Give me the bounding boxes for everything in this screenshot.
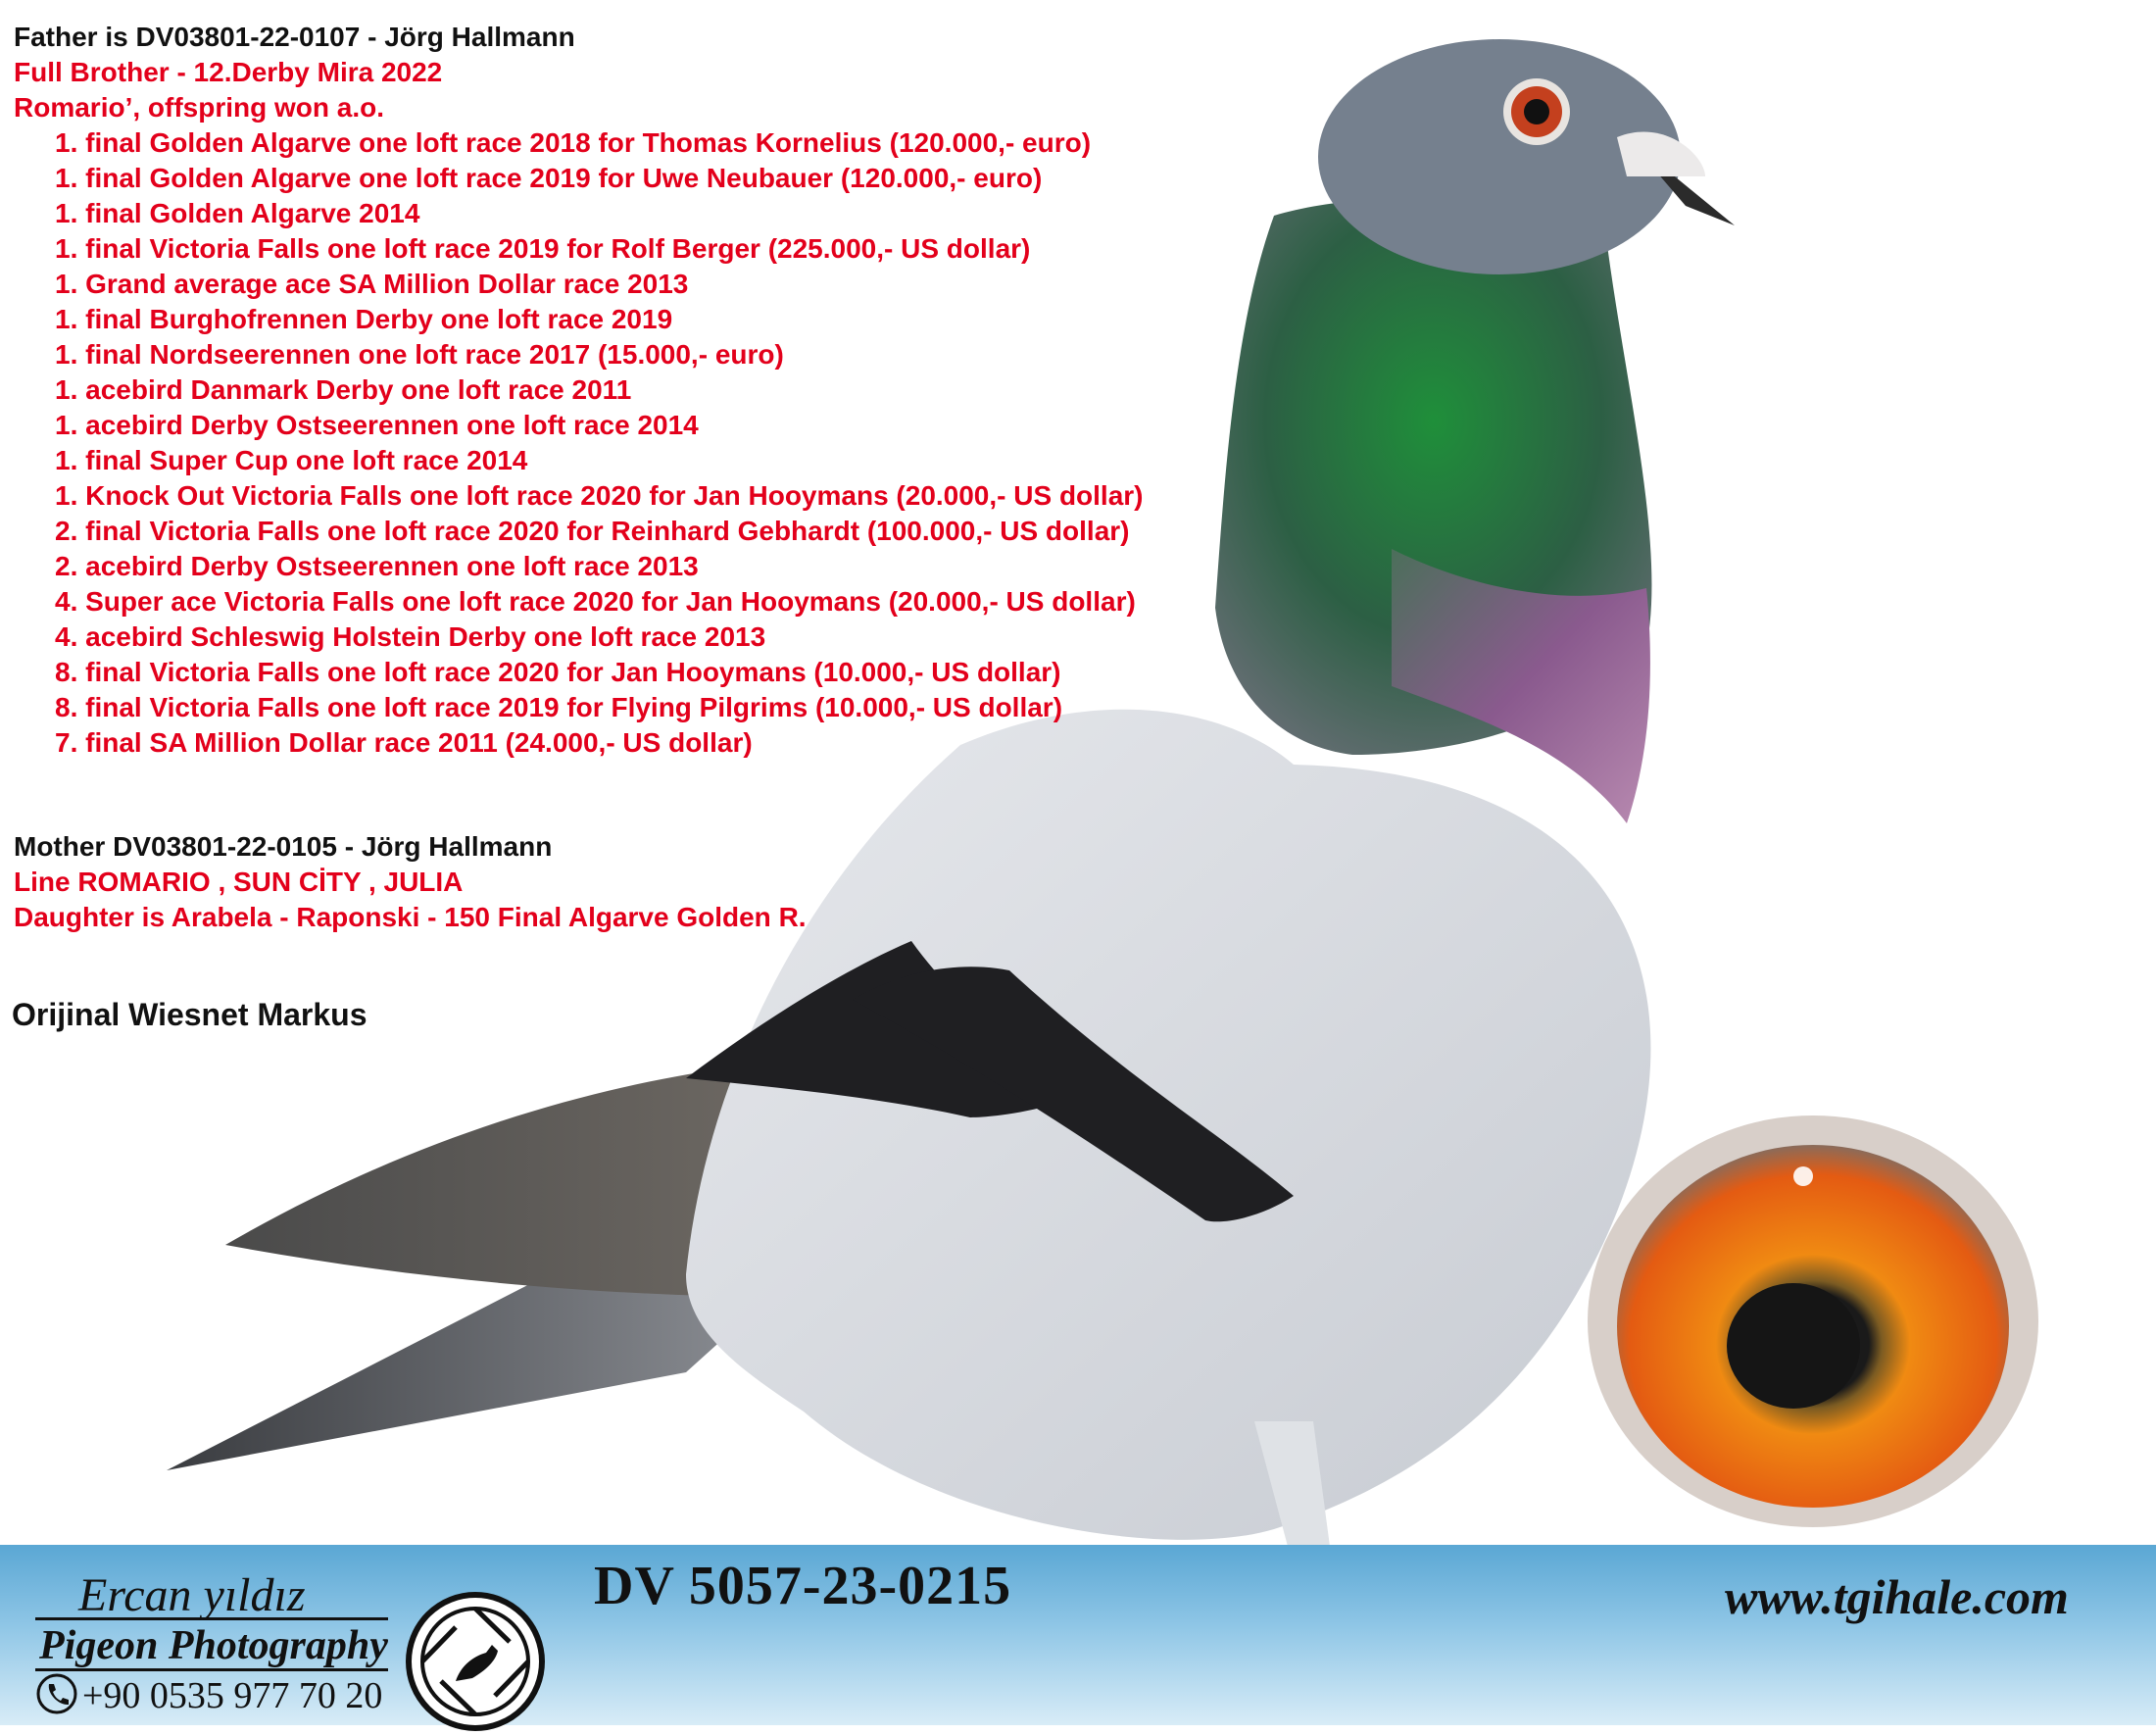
result-item: 2. final Victoria Falls one loft race 2020 for Reinhard Gebhardt (100.000,- US dollar) <box>55 516 1130 546</box>
signature-underline <box>35 1668 388 1671</box>
result-item: 1. final Nordseerennen one loft race 2017 (15.000,- euro) <box>55 339 784 370</box>
full-brother-line: Full Brother - 12.Derby Mira 2022 <box>14 57 443 87</box>
result-item: 1. acebird Danmark Derby one loft race 2011 <box>55 374 632 405</box>
mother-section <box>14 829 807 935</box>
result-item: 1. Knock Out Victoria Falls one loft race 2020 for Jan Hooymans (20.000,- US dollar) <box>55 480 1144 511</box>
result-item: 1. final Golden Algarve 2014 <box>55 198 420 228</box>
result-item: 1. final Burghofrennen Derby one loft race 2019 <box>55 304 673 334</box>
offspring-intro: Romario’, offspring won a.o. <box>14 92 384 123</box>
mother-daughter: Daughter is Arabela - Raponski - 150 Final Algarve Golden R. <box>14 902 807 932</box>
result-item: 7. final SA Million Dollar race 2011 (24.000,- US dollar) <box>55 727 753 758</box>
photographer-subtitle: Pigeon Photography <box>39 1623 388 1668</box>
original-breeder: Orijinal Wiesnet Markus <box>12 997 368 1032</box>
result-item: 1. final Super Cup one loft race 2014 <box>55 445 528 475</box>
phone-number[interactable]: +90 0535 977 70 20 <box>82 1675 383 1716</box>
result-item: 1. final Victoria Falls one loft race 2019 for Rolf Berger (225.000,- US dollar) <box>55 233 1031 264</box>
result-item: 2. acebird Derby Ostseerennen one loft race 2013 <box>55 551 699 581</box>
result-item: 8. final Victoria Falls one loft race 2019 for Flying Pilgrims (10.000,- US dollar) <box>55 692 1063 722</box>
result-item: 8. final Victoria Falls one loft race 2020 for Jan Hooymans (10.000,- US dollar) <box>55 657 1061 687</box>
ring-number: DV 5057-23-0215 <box>594 1556 1012 1616</box>
result-item: 4. Super ace Victoria Falls one loft race 2020 for Jan Hooymans (20.000,- US dollar) <box>55 586 1136 617</box>
father-section <box>14 20 1144 761</box>
camera-aperture-icon <box>402 1588 549 1735</box>
result-item: 1. final Golden Algarve one loft race 2019 for Uwe Neubauer (120.000,- euro) <box>55 163 1043 193</box>
result-item: 1. Grand average ace SA Million Dollar race 2013 <box>55 269 689 299</box>
eye-closeup-photo <box>1578 1106 2048 1537</box>
result-item: 4. acebird Schleswig Holstein Derby one loft race 2013 <box>55 621 766 652</box>
result-item: 1. acebird Derby Ostseerennen one loft race 2014 <box>55 410 699 440</box>
father-heading: Father is DV03801-22-0107 - Jörg Hallmann <box>14 22 575 52</box>
photographer-name: Ercan yıldız <box>78 1569 306 1621</box>
website-link[interactable]: www.tgihale.com <box>1725 1569 2069 1624</box>
result-item: 1. final Golden Algarve one loft race 2018 for Thomas Kornelius (120.000,- euro) <box>55 127 1092 158</box>
phone-icon <box>35 1672 78 1715</box>
mother-line: Line ROMARIO , SUN CİTY , JULIA <box>14 867 464 897</box>
mother-heading: Mother DV03801-22-0105 - Jörg Hallmann <box>14 831 553 862</box>
